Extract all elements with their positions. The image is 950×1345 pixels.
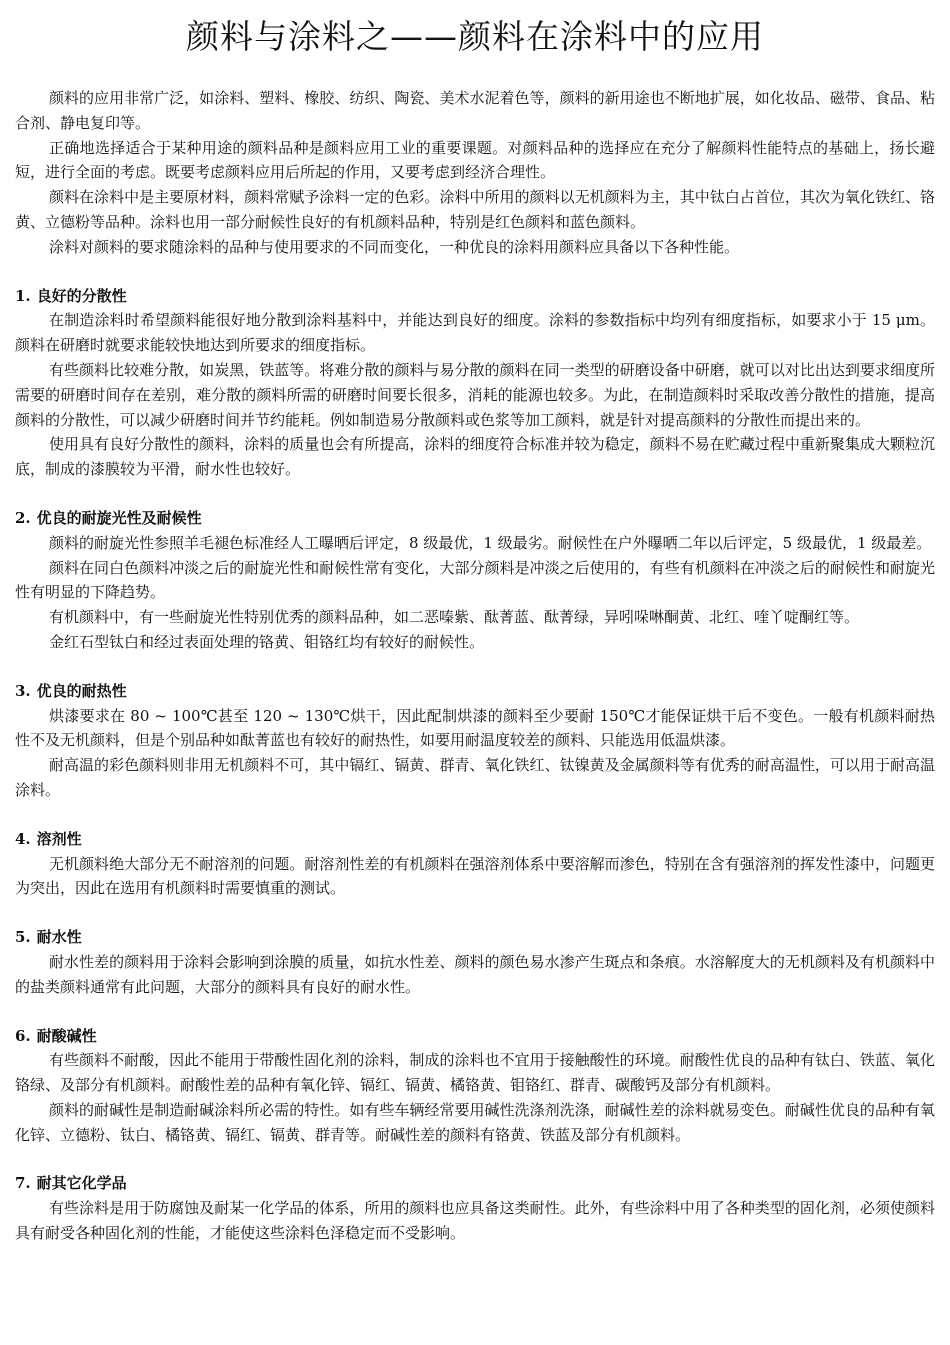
section-solvent-resistance (15, 827, 935, 901)
section-paragraph: 有些涂料是用于防腐蚀及耐某一化学品的体系，所用的颜料也应具备这类耐性。此外，有些涂料中用了各种类型的固化剂，必须使颜料具有耐受各种固化剂的性能，才能使这些涂料色泽稳定而不受影响。 (15, 1199, 935, 1243)
section-number: 5. (15, 928, 31, 947)
section-paragraph: 颜料的耐碱性是制造耐碱涂料所必需的特性。如有些车辆经常要用碱性洗涤剂洗涤，耐碱性差的涂料就易变色。耐碱性优良的品种有氧化锌、立德粉、钛白、橘铬黄、镉红、镉黄、群青等。耐碱性差的颜料有铬黄、铁蓝及部分有机颜料。 (15, 1100, 935, 1144)
section-number: 6. (15, 1026, 31, 1045)
section-number: 4. (15, 829, 31, 848)
section-paragraph: 有机颜料中，有一些耐旋光性特别优秀的颜料品种，如二恶嗪紫、酞菁蓝、酞菁绿，异吲哚啉酮黄、北红、喹丫啶酮红等。 (49, 608, 860, 627)
section-title: 优良的耐热性 (36, 681, 127, 700)
intro-paragraph: 正确地选择适合于某种用途的颜料品种是颜料应用工业的重要课题。对颜料品种的选择应在充分了解颜料性能特点的基础上，扬长避短，进行全面的考虑。既要考虑颜料应用后所起的作用，又要考虑到经济合理性。 (15, 138, 935, 182)
section-heading (15, 1171, 935, 1196)
section-heading (15, 506, 935, 531)
document-body (15, 86, 935, 1246)
section-heading (15, 925, 935, 950)
section-heading (15, 284, 935, 309)
section-number: 3. (15, 681, 31, 700)
section-number: 1. (15, 286, 31, 305)
section-paragraph: 耐水性差的颜料用于涂料会影响到涂膜的质量，如抗水性差、颜料的颜色易水渗产生斑点和条痕。水溶解度大的无机颜料及有机颜料中的盐类颜料通常有此问题，大部分的颜料具有良好的耐水性。 (15, 952, 935, 996)
section-heading (15, 679, 935, 704)
section-paragraph: 颜料在同白色颜料冲淡之后的耐旋光性和耐候性常有变化，大部分颜料是冲淡之后使用的，有些有机颜料在冲淡之后的耐候性和耐旋光性有明显的下降趋势。 (15, 558, 935, 602)
intro (15, 86, 935, 260)
intro-paragraph: 颜料的应用非常广泛，如涂料、塑料、橡胶、纺织、陶瓷、美术水泥着色等，颜料的新用途也不断地扩展，如化妆品、磁带、食品、粘合剂、静电复印等。 (15, 89, 935, 132)
section-title: 耐水性 (36, 928, 82, 947)
section-paragraph: 使用具有良好分散性的颜料，涂料的质量也会有所提高，涂料的细度符合标准并较为稳定，颜料不易在贮藏过程中重新聚集成大颗粒沉底，制成的漆膜较为平滑，耐水性也较好。 (15, 435, 935, 479)
section-chemical-resistance (15, 1171, 935, 1245)
section-water-resistance (15, 925, 935, 999)
section-paragraph: 金红石型钛白和经过表面处理的铬黄、钼铬红均有较好的耐候性。 (49, 632, 485, 651)
intro-paragraph: 颜料在涂料中是主要原材料，颜料常赋予涂料一定的色彩。涂料中所用的颜料以无机颜料为主，其中钛白占首位，其次为氧化铁红、铬黄、立德粉等品种。涂料也用一部分耐候性良好的有机颜料品种，特别是红色颜料和蓝色颜料。 (15, 188, 935, 231)
section-title: 良好的分散性 (36, 286, 127, 305)
section-paragraph: 有些颜料比较难分散，如炭黑，铁蓝等。将难分散的颜料与易分散的颜料在同一类型的研磨设备中研磨，就可以对比出达到要求细度所需要的研磨时间存在差别，难分散的颜料所需的研磨时间要长很多，消耗的能源也较多。为此，在制造颜料时采取改善分散性的措施，提高颜料的分散性，可以减少研磨时间并节约能耗。例如制造易分散颜料或色浆等加工颜料，就是针对提高颜料的分散性而提出来的。 (15, 360, 935, 429)
section-acid-alkali-resistance (15, 1024, 935, 1148)
section-lightfastness (15, 506, 935, 655)
section-paragraph: 有些颜料不耐酸，因此不能用于带酸性固化剂的涂料，制成的涂料也不宜用于接触酸性的环境。耐酸性优良的品种有钛白、铁蓝、氧化铬绿、及部分有机颜料。耐酸性差的品种有氧化锌、镉红、镉黄、橘铬黄、钼铬红、群青、碳酸钙及部分有机颜料。 (15, 1051, 935, 1095)
intro-paragraph: 涂料对颜料的要求随涂料的品种与使用要求的不同而变化，一种优良的涂料用颜料应具备以下各种性能。 (49, 237, 740, 256)
section-heading (15, 1024, 935, 1049)
section-paragraph: 烘漆要求在 80 ~ 100℃甚至 120 ~ 130℃烘干，因此配制烘漆的颜料至少要耐 150℃才能保证烘干后不变色。一般有机颜料耐热性不及无机颜料，但是个别品种如酞菁蓝也有较好的耐热性，如要用耐温度较差的颜料、只能选用低温烘漆。 (15, 706, 935, 750)
section-title: 溶剂性 (36, 829, 82, 848)
section-number: 2. (15, 508, 31, 527)
section-heat-resistance (15, 679, 935, 803)
section-title: 耐其它化学品 (36, 1174, 127, 1193)
document-title: 颜料与涂料之——颜料在涂料中的应用 (186, 17, 764, 56)
section-number: 7. (15, 1174, 31, 1193)
section-paragraph: 颜料的耐旋光性参照羊毛褪色标准经人工曝晒后评定，8 级最优，1 级最劣。耐候性在户外曝晒二年以后评定，5 级最优，1 级最差。 (49, 533, 932, 552)
section-title: 耐酸碱性 (36, 1026, 97, 1045)
section-dispersibility (15, 284, 935, 482)
section-title: 优良的耐旋光性及耐候性 (36, 508, 202, 527)
section-heading (15, 827, 935, 852)
section-paragraph: 无机颜料绝大部分无不耐溶剂的问题。耐溶剂性差的有机颜料在强溶剂体系中要溶解而渗色，特别在含有强溶剂的挥发性漆中，问题更为突出，因此在选用有机颜料时需要慎重的测试。 (15, 854, 935, 898)
section-paragraph: 在制造涂料时希望颜料能很好地分散到涂料基料中，并能达到良好的细度。涂料的参数指标中均列有细度指标，如要求小于 15 μm。颜料在研磨时就要求能较快地达到所要求的细度指标。 (15, 311, 935, 355)
section-paragraph: 耐高温的彩色颜料则非用无机颜料不可，其中镉红、镉黄、群青、氧化铁红、钛镍黄及金属颜料等有优秀的耐高温性，可以用于耐高温涂料。 (15, 756, 935, 799)
